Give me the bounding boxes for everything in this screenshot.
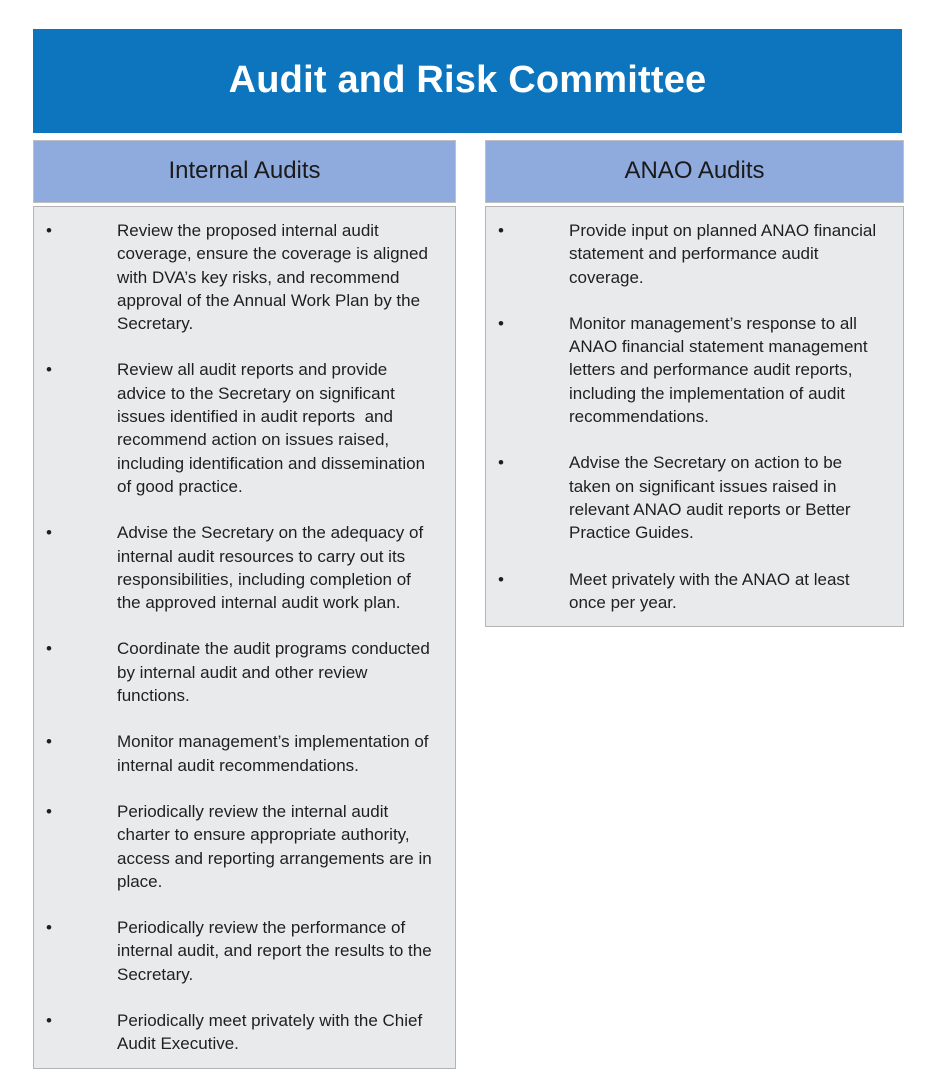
bullet-text: Coordinate the audit programs conducted by internal audit and other review functions. [117, 639, 435, 706]
bullet-dot-icon: • [498, 569, 504, 589]
bullet-item [486, 219, 893, 289]
bullet-text: Meet privately with the ANAO at least once per year. [569, 569, 855, 612]
bullet-dot-icon: • [498, 221, 504, 240]
bullet-text: Periodically meet privately with the Chief Audit Executive. [117, 1011, 426, 1054]
bullet-item [486, 568, 893, 615]
bullet-dot-icon: • [46, 732, 52, 752]
bullet-list-anao-audits [486, 219, 893, 614]
bullet-text: Monitor management’s response to all ANAO financial statement management letters and performance audit reports, including the implementation of audit recommendations. [569, 313, 873, 427]
bullet-list-internal-audits [34, 219, 445, 1056]
bullet-item [34, 730, 445, 777]
bullet-dot-icon: • [498, 453, 504, 473]
bullet-dot-icon: • [46, 523, 52, 543]
bullet-item [486, 312, 893, 428]
bullet-dot-icon: • [46, 918, 52, 938]
bullet-text: Periodically review the internal audit charter to ensure appropriate authority, access and reporting arrangements are in place. [117, 801, 437, 891]
bullet-item [34, 219, 445, 335]
bullet-dot-icon: • [498, 313, 504, 333]
bullet-text: Advise the Secretary on the adequacy of internal audit resources to carry out its responsibilities, including completion of the approved internal audit work plan. [117, 523, 428, 613]
column-header-internal-audits [33, 140, 456, 203]
page-title: Audit and Risk Committee [228, 59, 707, 102]
bullet-text: Monitor management’s implementation of internal audit recommendations. [117, 732, 434, 775]
bullet-text: Periodically review the performance of internal audit, and report the results to the Secretary. [117, 918, 437, 984]
bullet-item [34, 358, 445, 498]
bullet-dot-icon: • [46, 360, 52, 380]
column-body-anao-audits [485, 206, 904, 627]
bullet-item [34, 1009, 445, 1056]
bullet-dot-icon: • [46, 1011, 52, 1031]
column-anao-audits [485, 140, 904, 627]
title-banner [33, 29, 902, 133]
bullet-dot-icon: • [46, 639, 52, 659]
bullet-dot-icon: • [46, 801, 52, 821]
bullet-dot-icon: • [46, 221, 52, 240]
bullet-item [34, 916, 445, 986]
column-header-label: Internal Audits [168, 157, 321, 185]
bullet-text: Provide input on planned ANAO financial statement and performance audit coverage. [569, 221, 881, 287]
column-body-internal-audits [33, 206, 456, 1069]
bullet-item [34, 637, 445, 707]
column-header-anao-audits [485, 140, 904, 203]
column-header-label: ANAO Audits [624, 157, 765, 185]
column-internal-audits [33, 140, 456, 1069]
bullet-item [486, 451, 893, 544]
bullet-text: Review all audit reports and provide advice to the Secretary on significant issues identified in audit reports and recommend action on issues raised, including identification and dissemination of good practice. [117, 360, 430, 496]
bullet-text: Advise the Secretary on action to be taken on significant issues raised in relevant ANAO audit reports or Better Practice Guides. [569, 453, 856, 543]
bullet-item [34, 800, 445, 893]
bullet-text: Review the proposed internal audit coverage, ensure the coverage is aligned with DVA’s key risks, and recommend approval of the Annual Work Plan by the Secretary. [117, 221, 433, 334]
bullet-item [34, 521, 445, 614]
